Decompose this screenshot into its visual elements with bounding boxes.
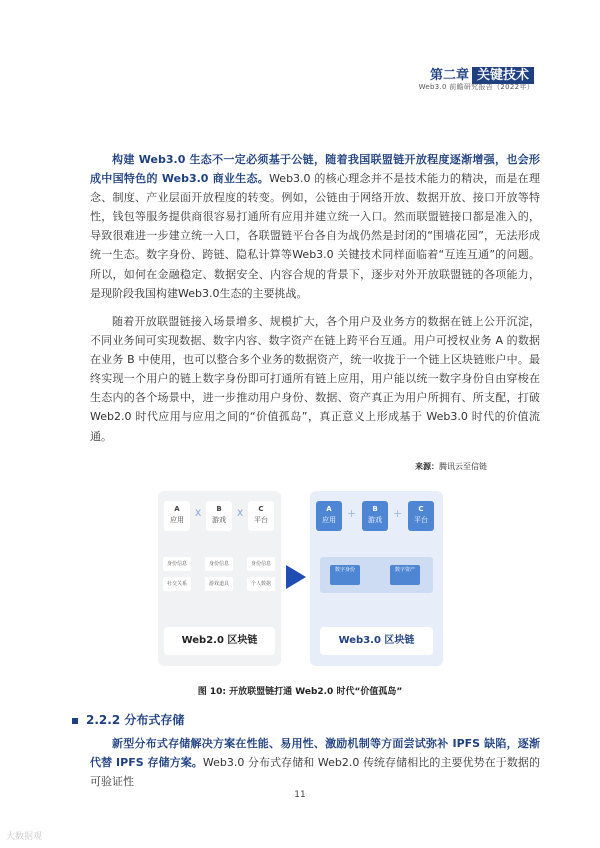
web2-panel [158, 491, 281, 666]
web3-panel [310, 491, 443, 666]
web2-data-item: 个人数据 [247, 577, 275, 591]
web2-data-item: 身份信息 [163, 557, 191, 571]
section-bullet-icon [72, 718, 78, 724]
digital-asset-box: 数字资产 [390, 565, 420, 585]
source-label: 来源： [415, 462, 439, 471]
paragraph-3-lead: 新型分布式存储解决方案在性能、易用性、激励机制等方面尝试弥补 IPFS 缺陷，逐渐代替 IPFS 存储方案。 [90, 737, 540, 770]
connect-icon: + [393, 507, 403, 520]
web3-app-a: A 应用 [316, 501, 342, 531]
web2-blockchain: Web2.0 区块链 [164, 627, 275, 655]
chapter-title: 关键技术 [472, 67, 534, 84]
disconnect-icon: X [195, 509, 202, 519]
paragraph-1-body: Web3.0 的核心理念并不是技术能力的精决，而是在理念、制度、产业层面开放程度的转变。例如，公链由于网络开放、数据开放、接口开放等特性，钱包等服务提供商很容易打通所有应用并建立统一入口。然而联盟链接口都是准入的，导致很难进一步建立统一入口，各联盟链平台各自为战仍然是封闭的“围墙花园”，无法形成统一生态。数字身份、跨链、隐私计算等Web3.0 关键技术同样面临着“互连互通”的问题。所以，如何在金融稳定、数据安全、内容合规的背景下，逐步对外开放联盟链的各项能力，是现阶段我国构建Web3.0生态的主要挑战。 [90, 172, 540, 300]
web2-app-b: B 游戏 [206, 501, 232, 531]
web2-data-item: 身份信息 [247, 557, 275, 571]
section-title: 分布式存储 [124, 713, 185, 727]
chapter-number: 第二章 [429, 68, 469, 83]
source-value: 腾讯云至信链 [439, 462, 487, 471]
paragraph-2: 随着开放联盟链接入场景增多、规模扩大，各个用户及业务方的数据在链上公开沉淀，不同业务间可实现数据、数字内容、数字资产在链上跨平台互通。用户可授权业务 A 的数据在业务 B 中使用，也可以整合多个业务的数据资产，统一收拢于一个链上区块链账户中。最终实现一个用户的链上数字身份即可打通所有链上应用，用户能以统一数字身份自由穿梭在生态内的各个场景中，进一步推动用户身份、数据、资产真正为用户所拥有、所支配，打破 Web2.0 时代应用与应用之间的“价值孤岛”，真正意义上形成基于 Web3.0 时代的价值流通。 [90, 315, 540, 443]
section-heading [72, 711, 184, 728]
paragraph-1-lead: 构建 Web3.0 生态不一定必须基于公链，随着我国联盟链开放程度逐渐增强，也会形成中国特色的 Web3.0 商业生态。 [90, 153, 540, 186]
digital-identity-box: 数字身份 [330, 565, 360, 585]
figure-source [415, 461, 487, 472]
paragraph-1 [90, 150, 540, 303]
arrow-right-icon [286, 565, 306, 589]
page-number: 11 [294, 790, 306, 800]
web2-data-item: 社交关系 [163, 577, 191, 591]
section-number: 2.2.2 [86, 713, 121, 727]
report-subtitle: Web3.0 前瞻研究报告（2022年） [418, 83, 534, 91]
web3-app-c: C 平台 [408, 501, 434, 531]
chapter-header [430, 64, 534, 83]
web2-app-c: C 平台 [248, 501, 274, 531]
chain-account [320, 557, 433, 593]
web2-app-a: A 应用 [164, 501, 190, 531]
web2-data-item: 身份信息 [205, 557, 233, 571]
figure-caption: 图 10: 开放联盟链打通 Web2.0 时代“价值孤岛” [197, 687, 403, 697]
disconnect-icon: X [237, 509, 244, 519]
paragraph-3 [90, 734, 540, 791]
connect-icon: + [347, 507, 357, 520]
paragraph-3-body: Web3.0 分布式存储和 Web2.0 传统存储相比的主要优势在于数据的可验证性 [90, 756, 541, 789]
value-island-diagram [158, 491, 448, 666]
watermark: 大数据观 [6, 832, 43, 842]
web2-data-item: 游戏道具 [205, 577, 233, 591]
web3-blockchain: Web3.0 区块链 [320, 627, 433, 655]
web3-app-b: B 游戏 [362, 501, 388, 531]
